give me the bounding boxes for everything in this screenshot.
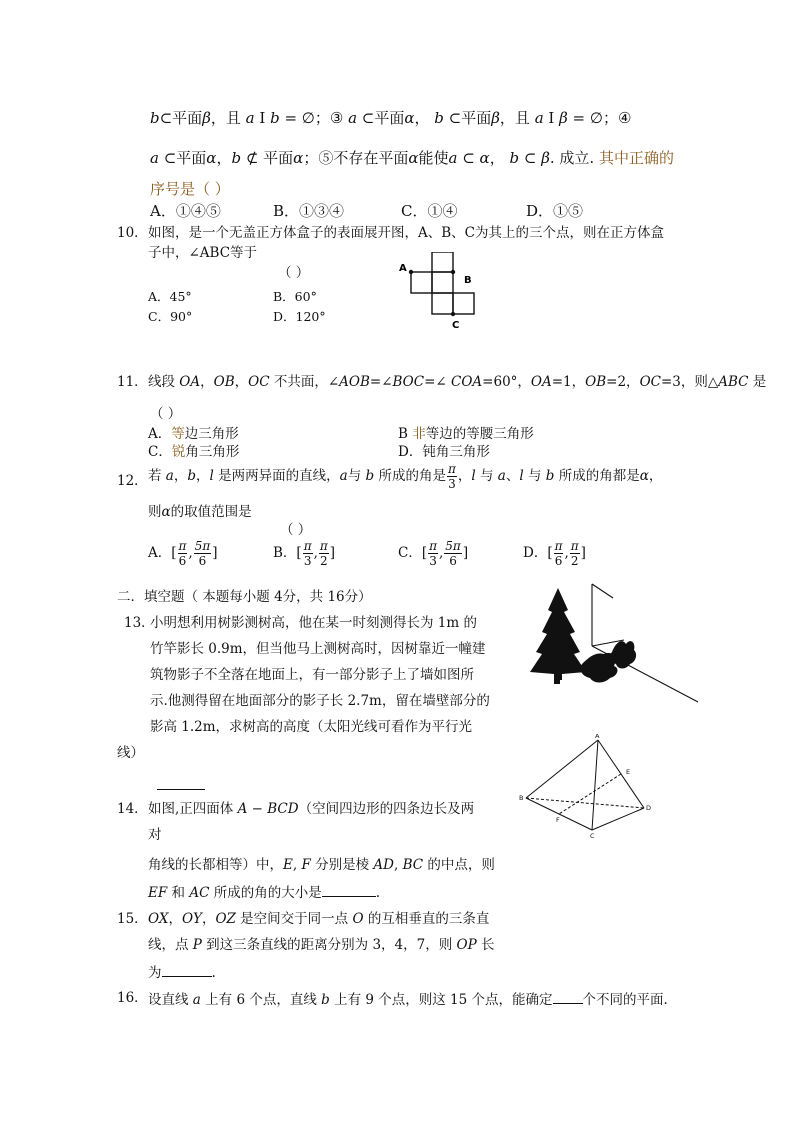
point-c-dot bbox=[451, 312, 455, 316]
q12-stem: 若 a，b，l 是两两异面的直线，a与 b 所成的角是 $\frac{\pi}{3}$ ，l 与 a、l 与 b 所成的角都是α， bbox=[148, 462, 663, 491]
q9-line2: a ⊂平面α，b ⊄ 平面α；⑤不存在平面α能使a ⊂ α， b ⊂ β. 成立. 其中正确的 bbox=[150, 149, 674, 167]
q12-number: 12． bbox=[117, 473, 148, 489]
q12-option-c: C．[ $\frac{\pi}{3}$ , $\frac{5\pi}{6}$ ] bbox=[398, 539, 469, 568]
point-b-dot bbox=[451, 270, 455, 274]
q14-line3: 角线的长都相等）中，E, F 分别是棱 AD, BC 的中点，则 bbox=[148, 857, 495, 873]
q12-stem-line2: 则α的取值范围是 bbox=[148, 504, 252, 520]
q9-option-a: A．①④⑤ bbox=[150, 202, 221, 220]
q16-answer-blank[interactable] bbox=[553, 989, 583, 1004]
q10-answer-paren: （ ） bbox=[278, 265, 310, 281]
q13-line1: 小明想利用树影测树高，他在某一时刻测得长为 1m 的 bbox=[150, 615, 477, 631]
q10-option-b: B．60° bbox=[273, 289, 317, 304]
tree-trunk bbox=[554, 676, 560, 684]
q15-line2: 线，点 P 到这三条直线的距离分别为 3，4，7，则 OP 长 bbox=[148, 937, 495, 953]
cube-label-b: B bbox=[464, 275, 472, 286]
q11-number: 11． bbox=[117, 374, 148, 390]
q14-number: 14． bbox=[117, 801, 148, 817]
cube-net-figure bbox=[395, 252, 495, 337]
q10-option-d: D．120° bbox=[273, 309, 326, 324]
q15-line3: 为 . bbox=[148, 962, 216, 982]
q9-option-c: C．①④ bbox=[401, 202, 458, 220]
q13-line4: 示.他测得留在地面部分的影子长 2.7m，留在墙壁部分的 bbox=[150, 693, 490, 709]
q9-option-d: D．①⑤ bbox=[526, 202, 584, 220]
q13-answer-blank[interactable] bbox=[157, 775, 205, 790]
q12-option-b: B．[ $\frac{\pi}{3}$ , $\frac{\pi}{2}$ ] bbox=[273, 539, 336, 568]
q9-line1: b⊂平面β，且 a I b = ∅；③ a ⊂平面α， b ⊂平面β，且 a I β = ∅；④ bbox=[150, 109, 632, 127]
tetra-label-b: B bbox=[519, 794, 524, 802]
q10-option-a: A．45° bbox=[148, 289, 192, 304]
point-a-dot bbox=[409, 270, 413, 274]
q14-answer-blank[interactable] bbox=[322, 882, 376, 897]
tetra-label-a: A bbox=[595, 734, 600, 740]
q11-option-c: C．锐角三角形 bbox=[148, 444, 240, 460]
net-face bbox=[453, 293, 474, 314]
edge-ab bbox=[526, 740, 598, 798]
q10-option-c: C．90° bbox=[148, 309, 193, 324]
q12-option-d: D．[ $\frac{\pi}{6}$ , $\frac{\pi}{2}$ ] bbox=[523, 539, 586, 568]
wall-top-edge bbox=[592, 584, 613, 598]
q13-number: 13． bbox=[124, 615, 155, 631]
tree-shadow-figure bbox=[520, 580, 705, 705]
q16-stem: 设直线 a 上有 6 个点，直线 b 上有 9 个点，则这 15 个点，能确定 个不同的平面. bbox=[148, 989, 668, 1009]
q14-line4: EF 和 AC 所成的角的大小是 . bbox=[148, 882, 380, 902]
q14-line1: 如图,正四面体 A − BCD（空间四边形的四条边长及两 bbox=[148, 801, 475, 817]
q11-answer-paren: （ ） bbox=[150, 406, 182, 422]
q13-line3: 筑物影子不全落在地面上，有一部分影子上了墙如图所 bbox=[150, 667, 474, 683]
q12-option-a: A．[ $\frac{\pi}{6}$ , $\frac{5\pi}{6}$ ] bbox=[148, 539, 218, 568]
q11-option-b: B 非等边的等腰三角形 bbox=[398, 426, 534, 442]
q10-number: 10． bbox=[117, 225, 148, 241]
section-heading-fill-in: 二．填空题（ 本题每小题 4分，共 16分） bbox=[117, 589, 372, 605]
q13-line5: 影高 1.2m，求树高的高度（太阳光线可看作为平行光 bbox=[150, 719, 473, 735]
pi-over-3-fraction: $\frac{\pi}{3}$ bbox=[447, 462, 456, 491]
net-face bbox=[432, 293, 453, 314]
q10-stem-line1: 如图，是一个无盖正方体盒子的表面展开图，A、B、C为其上的三个点，则在正方体盒 bbox=[148, 225, 664, 241]
q9-option-b: B．①③④ bbox=[273, 202, 345, 220]
tetra-label-c: C bbox=[590, 832, 595, 840]
q10-stem-line2: 子中，∠ABC等于 bbox=[148, 245, 258, 261]
tree-crown bbox=[530, 588, 586, 680]
tetra-label-f: F bbox=[556, 816, 560, 824]
q15-answer-blank[interactable] bbox=[162, 962, 212, 977]
q16-number: 16． bbox=[117, 990, 148, 1006]
tetra-label-e: E bbox=[626, 768, 631, 776]
q11-option-d: D．钝角三角形 bbox=[398, 444, 490, 460]
q12-answer-paren: （ ） bbox=[280, 522, 312, 538]
q14-line2: 对 bbox=[148, 827, 162, 843]
cube-label-a: A bbox=[399, 263, 407, 274]
edge-ac bbox=[592, 740, 598, 830]
q15-number: 15． bbox=[117, 911, 148, 927]
net-face bbox=[411, 272, 432, 293]
tetrahedron-figure bbox=[516, 734, 656, 844]
tetra-label-d: D bbox=[646, 804, 652, 812]
net-face bbox=[432, 272, 453, 293]
q11-stem: 线段 OA，OB，OC 不共面，∠AOB=∠BOC=∠ COA=60°，OA=1，OB=2，OC=3，则△ABC 是 bbox=[148, 374, 767, 390]
q13-line2: 竹竿影长 0.9m，但当他马上测树高时，因树靠近一幢建 bbox=[150, 641, 486, 657]
q15-line1: OX，OY，OZ 是空间交于同一点 O 的互相垂直的三条直 bbox=[148, 911, 490, 927]
segment-ef-hidden bbox=[559, 774, 621, 814]
edge-cd bbox=[592, 808, 644, 830]
q13-line6: 线） bbox=[117, 745, 144, 761]
net-face bbox=[432, 252, 453, 272]
q11-option-a: A．等边三角形 bbox=[148, 426, 239, 442]
cube-label-c: C bbox=[452, 320, 460, 331]
q9-answer-prompt: 序号是（ ） bbox=[150, 180, 230, 198]
